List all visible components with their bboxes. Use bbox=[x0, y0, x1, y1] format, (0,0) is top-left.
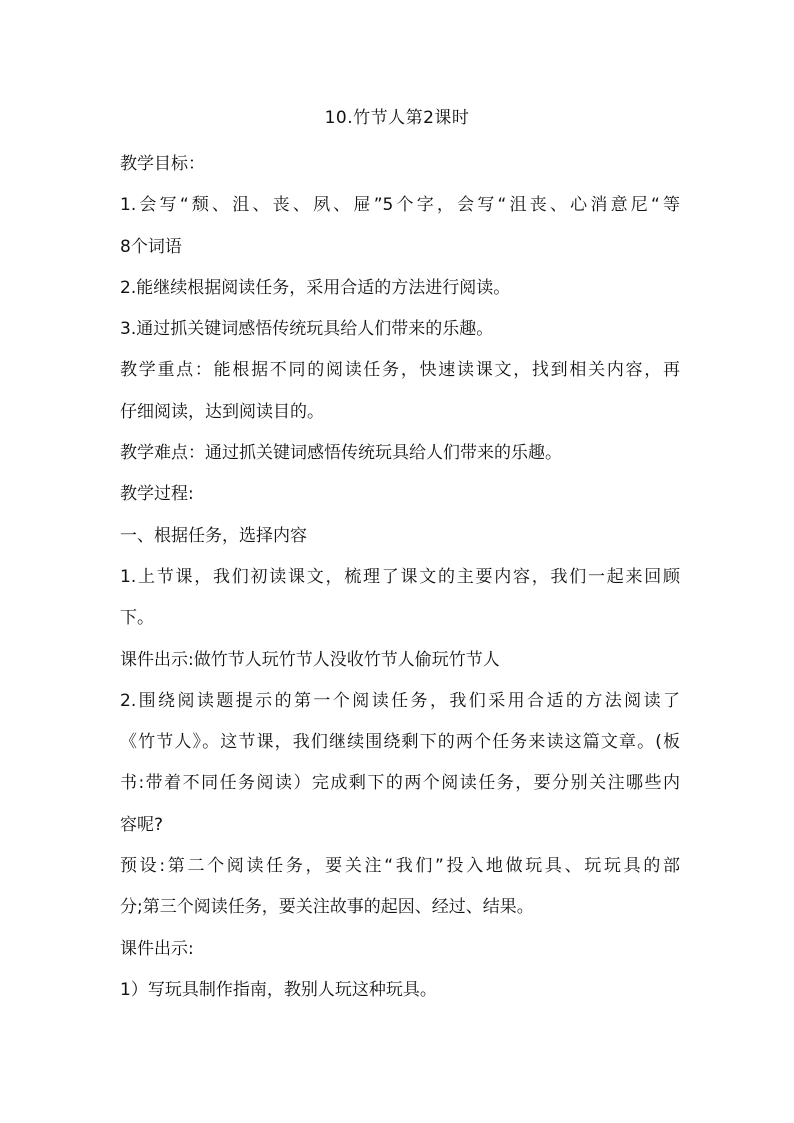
paragraph-line: 1.会写“颓、沮、丧、夙、屉”5个字，会写“沮丧、心消意尼“等 bbox=[120, 195, 680, 216]
document-title: 10.竹节人第2课时 bbox=[324, 108, 470, 128]
paragraph-line: 2.能继续根据阅读任务，采用合适的方法进行阅读。 bbox=[120, 277, 511, 298]
paragraph-line: 1.上节课，我们初读课文，梳理了课文的主要内容，我们一起来回顾 bbox=[120, 566, 680, 587]
paragraph-line: 3.通过抓关键词感悟传统玩具给人们带来的乐趣。 bbox=[120, 319, 494, 340]
paragraph-line: 仔细阅读，达到阅读目的。 bbox=[120, 401, 324, 422]
paragraph-line: 教学重点：能根据不同的阅读任务，快速读课文，找到相关内容，再 bbox=[120, 360, 680, 381]
paragraph-line: 一、根据任务，选择内容 bbox=[120, 525, 307, 546]
paragraph-line: 2.围绕阅读题提示的第一个阅读任务，我们采用合适的方法阅读了 bbox=[120, 690, 680, 711]
paragraph-line: 书:带着不同任务阅读）完成剩下的两个阅读任务，要分别关注哪些内 bbox=[120, 773, 680, 794]
paragraph-line: 下。 bbox=[120, 608, 154, 629]
paragraph-line: 教学过程: bbox=[120, 484, 194, 505]
paragraph-line: 教学目标： bbox=[120, 154, 205, 174]
paragraph-line: 课件出示: bbox=[120, 938, 194, 959]
paragraph-line: 8个词语 bbox=[120, 236, 182, 257]
paragraph-line: 分;第三个阅读任务，要关注故事的起因、经过、结果。 bbox=[120, 897, 534, 918]
paragraph-line: 《竹节人》。这节课，我们继续围绕剩下的两个任务来读这篇文章。(板 bbox=[120, 732, 680, 753]
paragraph-line: 预设:第二个阅读任务，要关注“我们”投入地做玩具、玩玩具的部 bbox=[120, 856, 680, 877]
paragraph-line: 1）写玩具制作指南，教别人玩这种玩具。 bbox=[120, 979, 437, 1000]
document-body bbox=[120, 144, 680, 1011]
paragraph-line: 容呢? bbox=[120, 814, 164, 835]
paragraph-line: 课件出示:做竹节人玩竹节人没收竹节人偷玩竹节人 bbox=[120, 649, 500, 670]
paragraph-line: 教学难点：通过抓关键词感悟传统玩具给人们带来的乐趣。 bbox=[120, 443, 562, 464]
